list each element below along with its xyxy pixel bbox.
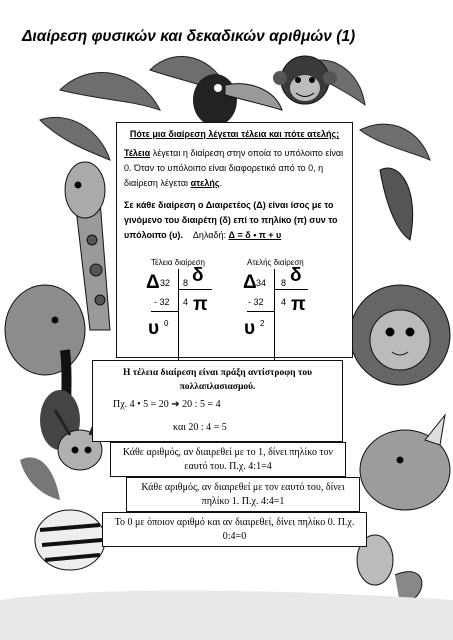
rhino-icon: [360, 415, 450, 510]
imperfect-division-label: Ατελής διαίρεση: [247, 258, 304, 267]
formula-label: Δηλαδή:: [192, 230, 229, 240]
page-title: Διαίρεση φυσικών και δεκαδικών αριθμών (1): [22, 28, 356, 45]
quotient-value: 4: [183, 297, 189, 307]
remainder-symbol: υ: [244, 318, 256, 339]
toucan-icon: [193, 74, 282, 126]
divisor-value: 8: [281, 278, 287, 288]
quotient-symbol: π: [193, 294, 208, 315]
teleia-term: Τέλεια: [124, 148, 151, 158]
inverse-title: Η τέλεια διαίρεση είναι πράξη αντίστροφη του πολλαπλασιασμού.: [122, 368, 313, 392]
dividend-value: 32: [160, 278, 171, 288]
division-rule-text: Σε κάθε διαίρεση ο Διαιρετέος (Δ) είναι ίσος με το γινόμενο του διαιρέτη (δ) επί το πηλίκο (π) συν το υπόλοιπο (υ).: [124, 200, 338, 240]
divisor-symbol: δ: [192, 265, 204, 286]
dividend-symbol: Δ: [243, 272, 257, 293]
definition-box: [116, 122, 353, 358]
parrot-icon: [380, 168, 413, 240]
subtract-value: - 32: [248, 297, 264, 307]
divisor-symbol: δ: [290, 265, 302, 286]
ateles-end: .: [219, 178, 223, 188]
ateles-term: ατελής: [190, 178, 220, 188]
remainder-value: 0: [164, 319, 169, 328]
definition-paragraph: [124, 146, 345, 191]
division-formula: Δ = δ • π + υ: [228, 230, 282, 240]
inverse-operation-box: [92, 360, 343, 442]
quotient-symbol: π: [291, 294, 306, 315]
dividend-value: 34: [256, 278, 267, 288]
perfect-division-label: Τέλεια διαίρεση: [151, 258, 205, 267]
remainder-symbol: υ: [148, 318, 160, 339]
division-rule-paragraph: [124, 198, 345, 243]
rule-zero-divided: Το 0 με όποιον αριθμό και αν διαιρεθεί, δίνει πηλίκο 0. Π.χ. 0:4=0: [102, 512, 367, 547]
teleia-text: λέγεται η διαίρεση στην οποία το υπόλοιπο είναι 0. Όταν το υπόλοιπο είναι διαφορετικό από το 0, η διαίρεση λέγεται: [124, 148, 344, 188]
rule-divide-by-one: Κάθε αριθμός, αν διαιρεθεί με το 1, δίνει πηλίκο τον εαυτό του. Π.χ. 4:1=4: [110, 442, 346, 477]
lion-icon: [350, 285, 450, 385]
question-heading: Πότε μια διαίρεση λέγεται τέλεια και πότε ατελής;: [129, 129, 340, 139]
rule-divide-by-itself: Κάθε αριθμός, αν διαιρεθεί με τον εαυτό του, δίνει πηλίκο 1. Π.χ. 4:4=1: [126, 477, 360, 512]
inverse-example-2: και 20 : 4 = 5: [173, 422, 227, 433]
remainder-value: 2: [260, 319, 265, 328]
zebra-icon: [35, 510, 105, 570]
inverse-example-1: Πχ. 4 • 5 = 20 ➔ 20 : 5 = 4: [113, 399, 221, 410]
dividend-symbol: Δ: [146, 272, 160, 293]
quotient-value: 4: [281, 297, 287, 307]
divisor-value: 8: [183, 278, 189, 288]
subtract-value: - 32: [154, 297, 170, 307]
